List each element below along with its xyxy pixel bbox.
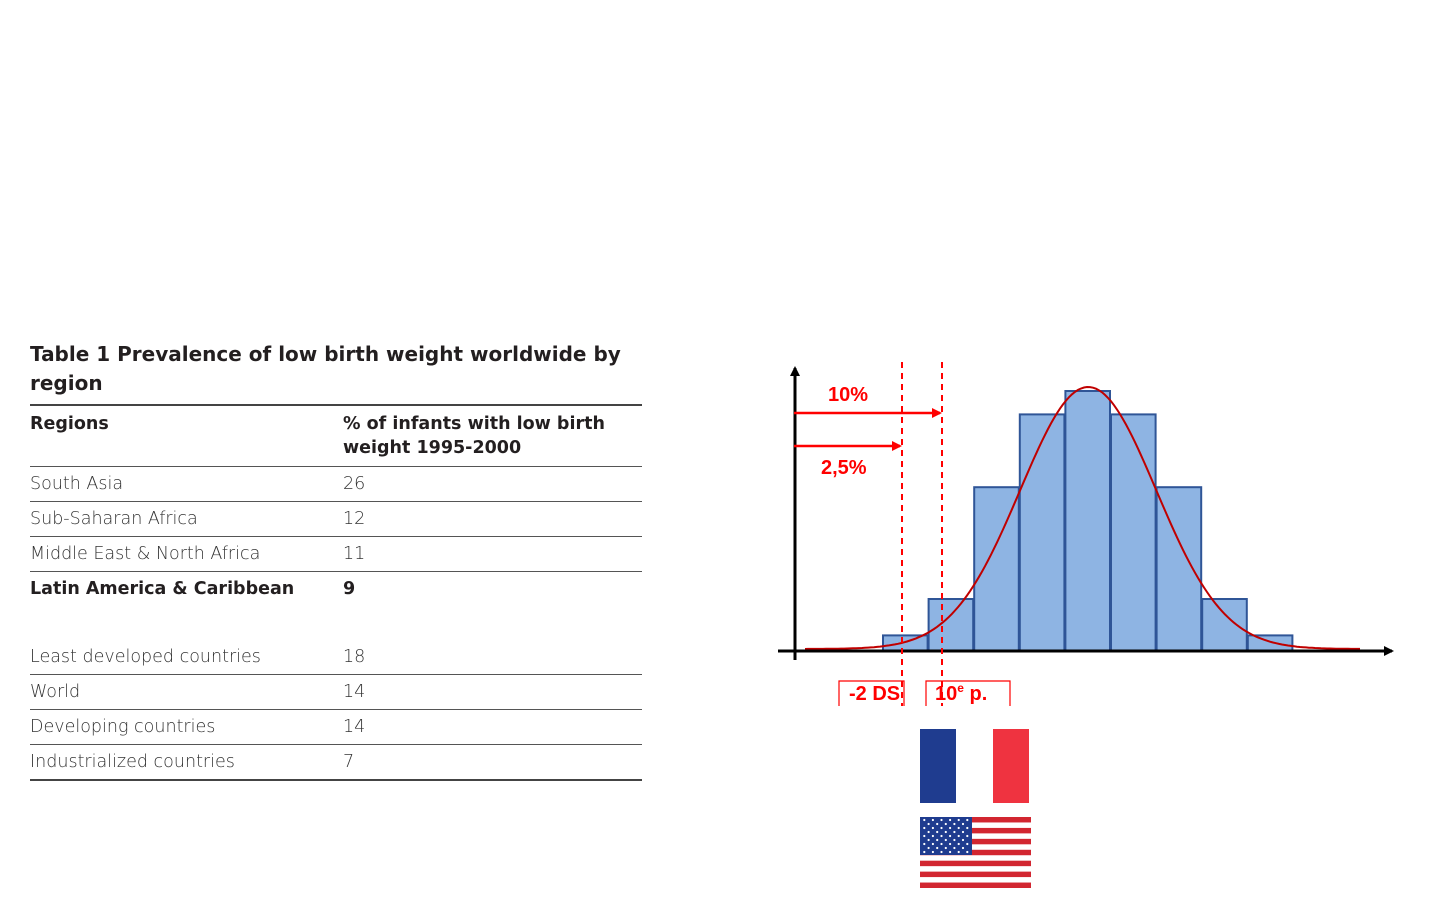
- usa-flag-star: [932, 827, 934, 829]
- usa-flag-star: [923, 819, 925, 821]
- usa-flag-red-stripe: [920, 883, 1031, 888]
- usa-flag-star: [940, 851, 942, 853]
- usa-flag-star: [923, 827, 925, 829]
- usa-flag-star: [923, 835, 925, 837]
- histogram-bar-3: [974, 487, 1019, 651]
- histogram-bar-8: [1202, 599, 1247, 651]
- region-cell: South Asia: [30, 467, 343, 502]
- value-cell: 12: [343, 502, 642, 537]
- table-row: [30, 606, 642, 675]
- 10-percent-label: 10%: [828, 384, 869, 406]
- histogram-bar-7: [1157, 487, 1202, 651]
- usa-flag-star: [932, 843, 934, 845]
- usa-flag-star: [936, 831, 938, 833]
- france-flag-icon: [920, 729, 1029, 803]
- usa-flag-star: [936, 823, 938, 825]
- usa-flag-star: [932, 819, 934, 821]
- france-flag-blue-band: [920, 729, 956, 803]
- usa-flag-star: [945, 847, 947, 849]
- column-header-percent: % of infants with low birth weight 1995-2000: [343, 406, 642, 467]
- region-cell: Middle East & North Africa: [30, 537, 343, 572]
- usa-flag-star: [962, 847, 964, 849]
- value-cell: 7: [343, 745, 642, 781]
- usa-flag-star: [949, 843, 951, 845]
- table-header-row: [30, 406, 642, 467]
- usa-flag-star: [940, 835, 942, 837]
- usa-flag-star: [949, 827, 951, 829]
- usa-flag-star: [936, 839, 938, 841]
- region-cell: World: [30, 675, 343, 710]
- usa-flag-red-stripe: [920, 872, 1031, 877]
- histogram-bar-5: [1065, 391, 1110, 651]
- usa-flag-star: [953, 823, 955, 825]
- usa-flag-star: [949, 851, 951, 853]
- usa-flag-icon: [920, 817, 1031, 888]
- value-cell: 14: [343, 675, 642, 710]
- minus-2ds-label: -2 DS: [849, 683, 901, 705]
- usa-flag-red-stripe: [920, 861, 1031, 866]
- usa-flag-canton: [920, 817, 972, 855]
- usa-flag-star: [949, 819, 951, 821]
- table-row: [30, 745, 642, 781]
- table-row: [30, 710, 642, 745]
- usa-flag-star: [928, 839, 930, 841]
- usa-flag-star: [966, 843, 968, 845]
- usa-flag-star: [962, 839, 964, 841]
- region-cell: Latin America & Caribbean: [30, 579, 295, 599]
- column-header-regions: Regions: [30, 406, 343, 467]
- table-row: [30, 675, 642, 710]
- usa-flag-star: [958, 851, 960, 853]
- usa-flag-star: [928, 831, 930, 833]
- usa-flag-star: [945, 823, 947, 825]
- histogram-bar-6: [1111, 414, 1156, 651]
- usa-flag-star: [962, 823, 964, 825]
- usa-flag-star: [966, 835, 968, 837]
- france-flag-white-band: [956, 729, 992, 803]
- usa-flag-star: [953, 847, 955, 849]
- usa-flag-star: [958, 843, 960, 845]
- usa-flag-star: [953, 831, 955, 833]
- value-cell: 18: [343, 606, 642, 675]
- table-row: [30, 467, 642, 502]
- usa-flag-star: [940, 819, 942, 821]
- usa-flag-star: [958, 827, 960, 829]
- 2-5-percent-label: 2,5%: [821, 457, 867, 479]
- usa-flag-star: [932, 835, 934, 837]
- usa-flag-star: [962, 831, 964, 833]
- usa-flag-star: [966, 827, 968, 829]
- usa-flag-star: [928, 847, 930, 849]
- usa-flag-star: [945, 839, 947, 841]
- histogram-bar-9: [1248, 635, 1293, 651]
- usa-flag-star: [966, 851, 968, 853]
- usa-flag-star: [923, 851, 925, 853]
- histogram-bar-2: [929, 599, 974, 651]
- france-flag-red-band: [993, 729, 1029, 803]
- usa-flag-star: [945, 831, 947, 833]
- histogram-bar-4: [1020, 414, 1065, 651]
- prevalence-table: [30, 406, 642, 781]
- histogram-bar-1: [883, 635, 928, 651]
- usa-flag-star: [958, 819, 960, 821]
- usa-flag-star: [923, 843, 925, 845]
- region-cell: Industrialized countries: [30, 745, 343, 781]
- table-row: [30, 502, 642, 537]
- usa-flag-star: [940, 827, 942, 829]
- region-cell: Sub-Saharan Africa: [30, 502, 343, 537]
- value-cell: 14: [343, 710, 642, 745]
- region-cell: Developing countries: [30, 710, 343, 745]
- 10th-percentile-label-main: 10: [935, 683, 958, 705]
- 10th-percentile-label-sup: e: [957, 681, 964, 695]
- usa-flag-star: [932, 851, 934, 853]
- value-cell: 9: [343, 579, 356, 599]
- 10th-percentile-label-tail: p.: [963, 683, 988, 705]
- usa-flag-star: [928, 823, 930, 825]
- table-title: Table 1 Prevalence of low birth weight worldwide by region: [30, 340, 642, 406]
- usa-flag-star: [958, 835, 960, 837]
- 10th-percentile-label: [935, 681, 987, 705]
- prevalence-table-block: [30, 340, 642, 781]
- bars-layer: [883, 391, 1292, 651]
- table-row: [30, 537, 642, 572]
- usa-flag-star: [949, 835, 951, 837]
- usa-flag-star: [936, 847, 938, 849]
- distribution-chart: [770, 350, 1410, 712]
- value-cell: 11: [343, 537, 642, 572]
- usa-flag-star: [940, 843, 942, 845]
- value-cell: 26: [343, 467, 642, 502]
- usa-flag-star: [966, 819, 968, 821]
- usa-flag-star: [953, 839, 955, 841]
- region-cell: Least developed countries: [30, 606, 343, 675]
- table-row: [30, 572, 642, 607]
